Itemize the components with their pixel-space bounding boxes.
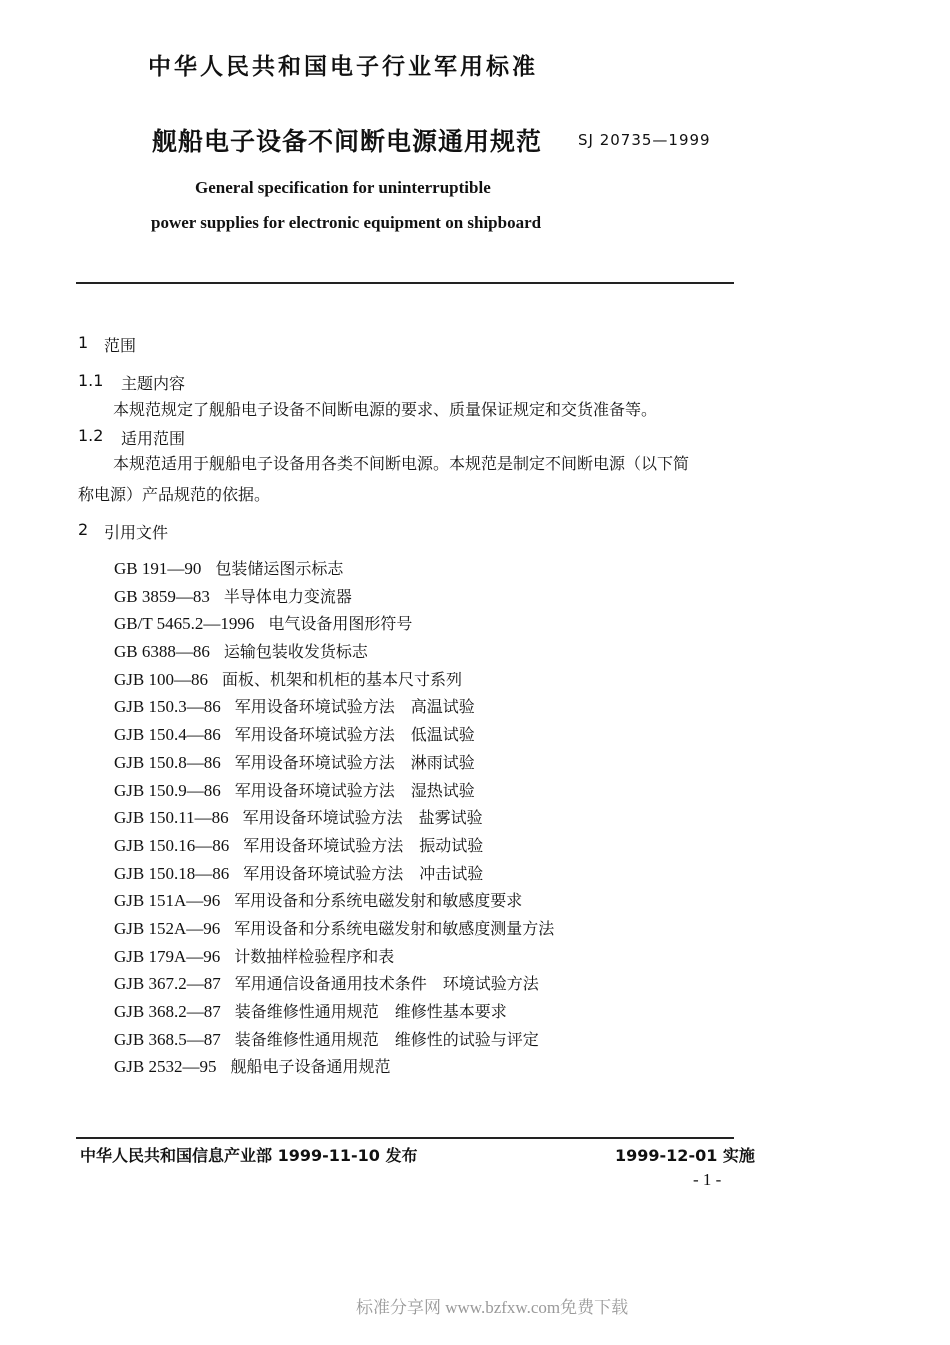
reference-title: 军用设备环境试验方法 盐雾试验 xyxy=(242,808,483,828)
section-1-number: 1 xyxy=(78,333,89,352)
reference-code: GJB 150.11—86 xyxy=(114,808,229,828)
reference-item xyxy=(114,555,554,583)
reference-title: 计数抽样检验程序和表 xyxy=(234,946,395,966)
reference-item xyxy=(114,666,554,694)
reference-code: GB 3859—83 xyxy=(114,586,210,606)
reference-code: GJB 150.18—86 xyxy=(114,863,230,883)
section-2-number: 2 xyxy=(78,520,89,539)
reference-title: 军用设备环境试验方法 振动试验 xyxy=(243,835,484,855)
reference-code: GB/T 5465.2—1996 xyxy=(114,614,255,634)
footer-divider xyxy=(76,1137,734,1139)
reference-code: GJB 179A—96 xyxy=(114,946,221,966)
english-title-line-1: General specification for uninterruptible xyxy=(195,178,491,197)
section-1-1-number: 1.1 xyxy=(78,371,104,390)
reference-item xyxy=(114,777,554,805)
reference-title: 军用设备环境试验方法 湿热试验 xyxy=(234,780,475,800)
reference-item xyxy=(114,832,554,860)
watermark: 标准分享网 www.bzfxw.com免费下载 xyxy=(356,1298,629,1317)
section-2-title: 引用文件 xyxy=(104,523,169,542)
reference-code: GJB 150.4—86 xyxy=(114,725,221,745)
reference-item xyxy=(114,638,554,666)
section-1-2-body-line-2: 称电源）产品规范的依据。 xyxy=(78,485,271,504)
reference-code: GJB 100—86 xyxy=(114,669,208,689)
reference-item xyxy=(114,998,554,1026)
reference-title: 电气设备用图形符号 xyxy=(268,614,413,634)
reference-code: GB 6388—86 xyxy=(114,642,210,662)
reference-code: GJB 150.9—86 xyxy=(114,780,221,800)
header-divider xyxy=(76,282,734,284)
reference-title: 军用设备环境试验方法 低温试验 xyxy=(234,725,475,745)
section-1-1-body: 本规范规定了舰船电子设备不间断电源的要求、质量保证规定和交货准备等。 xyxy=(113,400,658,419)
reference-code: GJB 151A—96 xyxy=(114,891,221,911)
section-1-2-number: 1.2 xyxy=(78,426,104,445)
reference-code: GJB 368.5—87 xyxy=(114,1029,221,1049)
reference-item xyxy=(114,943,554,971)
footer-publisher: 中华人民共和国信息产业部 1999-11-10 发布 xyxy=(80,1146,418,1165)
section-1-1-title: 主题内容 xyxy=(121,374,186,393)
reference-item xyxy=(114,887,554,915)
reference-item xyxy=(114,804,554,832)
page-number: - 1 - xyxy=(693,1170,722,1189)
reference-item xyxy=(114,610,554,638)
reference-title: 半导体电力变流器 xyxy=(223,586,352,606)
english-title-line-2: power supplies for electronic equipment on shipboard xyxy=(151,213,542,232)
reference-title: 舰船电子设备通用规范 xyxy=(230,1057,391,1077)
reference-code: GJB 150.16—86 xyxy=(114,835,230,855)
reference-code: GJB 152A—96 xyxy=(114,918,221,938)
reference-item xyxy=(114,970,554,998)
reference-code: GJB 150.8—86 xyxy=(114,752,221,772)
reference-item xyxy=(114,583,554,611)
section-1-title: 范围 xyxy=(104,336,137,355)
reference-title: 军用通信设备通用技术条件 环境试验方法 xyxy=(234,974,539,994)
reference-code: GB 191—90 xyxy=(114,559,202,578)
reference-title: 运输包装收发货标志 xyxy=(223,642,368,662)
reference-title: 军用设备和分系统电磁发射和敏感度测量方法 xyxy=(234,918,555,938)
reference-item xyxy=(114,860,554,888)
reference-title: 装备维修性通用规范 维修性的试验与评定 xyxy=(234,1029,539,1049)
reference-title: 装备维修性通用规范 维修性基本要求 xyxy=(234,1002,507,1021)
reference-code: GJB 367.2—87 xyxy=(114,974,221,994)
reference-title: 军用设备环境试验方法 淋雨试验 xyxy=(234,752,475,772)
doc-number: SJ 20735—1999 xyxy=(578,131,711,149)
reference-code: GJB 150.3—86 xyxy=(114,697,221,717)
section-1-2-title: 适用范围 xyxy=(121,429,186,448)
reference-item xyxy=(114,1053,554,1081)
reference-item xyxy=(114,1026,554,1054)
section-1-2-body-line-1: 本规范适用于舰船电子设备用各类不间断电源。本规范是制定不间断电源（以下简 xyxy=(113,454,690,473)
reference-code: GJB 368.2—87 xyxy=(114,1002,221,1021)
reference-item xyxy=(114,749,554,777)
reference-title: 军用设备和分系统电磁发射和敏感度要求 xyxy=(234,891,523,911)
reference-title: 面板、机架和机柜的基本尺寸系列 xyxy=(221,669,462,689)
reference-item xyxy=(114,693,554,721)
reference-title: 军用设备环境试验方法 高温试验 xyxy=(234,697,475,717)
reference-title: 包装储运图示标志 xyxy=(215,559,344,578)
reference-list xyxy=(114,555,554,1081)
reference-item xyxy=(114,915,554,943)
reference-title: 军用设备环境试验方法 冲击试验 xyxy=(243,863,484,883)
header-org-title: 中华人民共和国电子行业军用标准 xyxy=(148,54,538,80)
doc-title: 舰船电子设备不间断电源通用规范 xyxy=(152,127,543,156)
reference-code: GJB 2532—95 xyxy=(114,1057,217,1077)
reference-item xyxy=(114,721,554,749)
footer-effective-date: 1999-12-01 实施 xyxy=(615,1146,755,1165)
